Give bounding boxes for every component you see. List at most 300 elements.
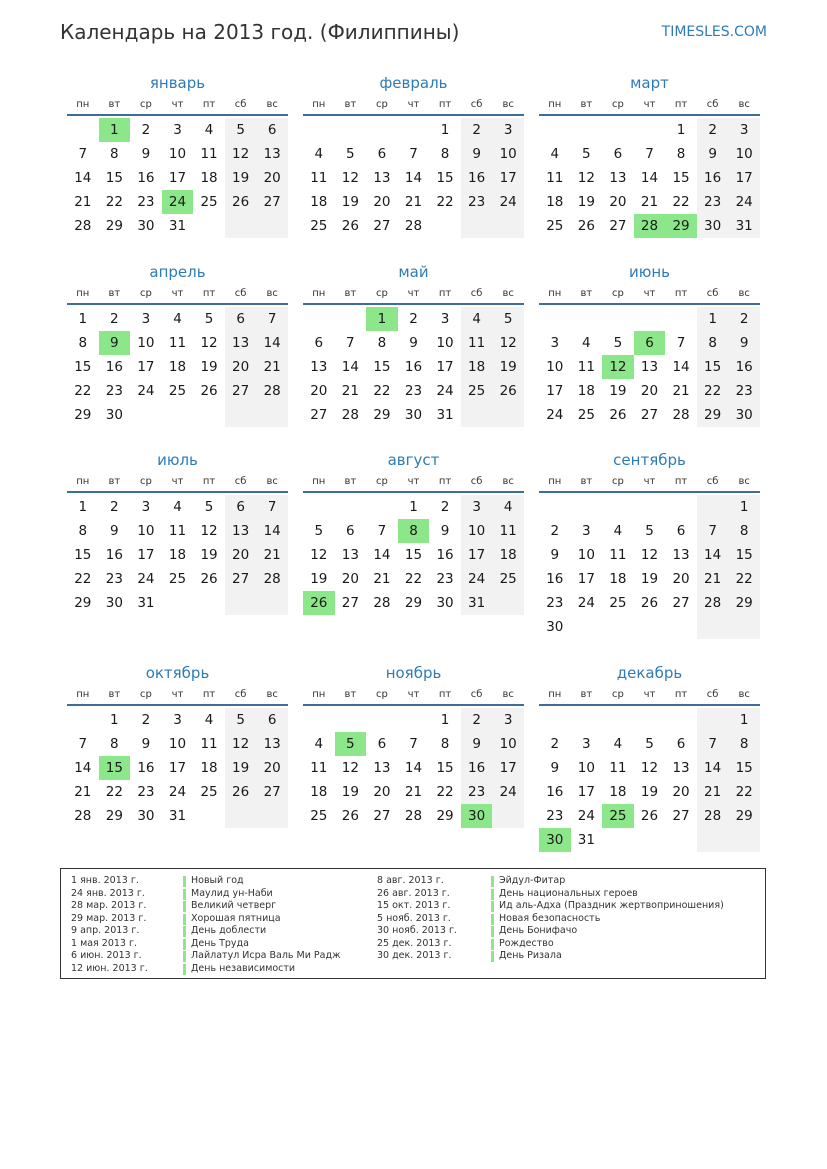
month-11 xyxy=(303,663,524,863)
weekday-label: ср xyxy=(611,288,624,299)
day-cell: 25 xyxy=(468,383,486,399)
day-cell: 11 xyxy=(609,760,627,776)
holiday-day-cell: 26 xyxy=(303,591,335,615)
day-cell: 29 xyxy=(74,595,92,611)
day-cell: 2 xyxy=(110,499,119,515)
day-cell: 22 xyxy=(672,194,690,210)
weekday-label: сб xyxy=(234,288,247,299)
weekday-label: пн xyxy=(312,689,326,700)
day-cell: 19 xyxy=(200,547,218,563)
day-cell: 3 xyxy=(550,335,560,351)
month-9 xyxy=(539,450,760,650)
holiday-day-cell: 30 xyxy=(539,828,571,852)
day-cell: 2 xyxy=(141,122,151,138)
day-cell: 25 xyxy=(168,571,187,587)
day-cell: 8 xyxy=(739,736,749,752)
month-6 xyxy=(539,262,760,462)
day-cell: 26 xyxy=(499,383,517,399)
legend-holiday-name: День национальных героев xyxy=(499,887,638,899)
legend-holiday-name: Новый год xyxy=(191,875,244,886)
day-cell: 15 xyxy=(672,170,690,186)
day-cell: 18 xyxy=(200,170,218,186)
day-cell: 9 xyxy=(141,146,151,162)
day-cell: 14 xyxy=(404,760,423,776)
day-cell: 14 xyxy=(263,523,281,539)
day-cell: 7 xyxy=(377,523,387,539)
day-cell: 31 xyxy=(168,808,187,824)
day-cell: 22 xyxy=(105,784,123,800)
day-cell: 31 xyxy=(168,218,187,234)
day-cell: 15 xyxy=(373,359,391,375)
weekday-label: вт xyxy=(580,689,593,700)
weekday-label: ср xyxy=(139,99,152,110)
weekday-label: пн xyxy=(548,689,562,700)
day-cell: 14 xyxy=(373,547,391,563)
day-cell: 10 xyxy=(577,547,595,563)
legend-date: 9 апр. 2013 г. xyxy=(71,925,140,936)
day-cell: 21 xyxy=(672,383,690,399)
day-cell: 14 xyxy=(74,170,92,186)
day-cell: 16 xyxy=(404,359,423,375)
day-cell: 17 xyxy=(577,784,595,800)
weekday-label: вт xyxy=(344,689,357,700)
weekday-label: вс xyxy=(266,288,278,299)
weekday-label: пт xyxy=(438,288,452,299)
header-rule xyxy=(303,491,524,493)
day-cell: 21 xyxy=(74,784,92,800)
day-cell: 18 xyxy=(577,383,595,399)
day-cell: 27 xyxy=(263,194,281,210)
legend-holiday-name: Эйдул-Фитар xyxy=(499,875,566,886)
weekday-label: ср xyxy=(375,689,388,700)
day-cell: 10 xyxy=(137,335,155,351)
day-cell: 22 xyxy=(105,194,123,210)
day-cell: 15 xyxy=(105,170,123,186)
day-cell: 13 xyxy=(373,760,391,776)
month-name: июль xyxy=(157,451,198,469)
legend-date: 30 дек. 2013 г. xyxy=(377,950,452,961)
weekday-label: чт xyxy=(171,99,184,110)
day-cell: 31 xyxy=(735,218,753,234)
day-cell: 17 xyxy=(468,547,486,563)
day-cell: 11 xyxy=(577,359,595,375)
weekday-label: сб xyxy=(706,288,719,299)
day-cell: 6 xyxy=(676,523,686,539)
day-cell: 23 xyxy=(735,383,753,399)
day-cell: 23 xyxy=(546,595,564,611)
day-cell: 7 xyxy=(645,146,654,162)
day-cell: 4 xyxy=(613,736,623,752)
weekday-label: вс xyxy=(738,288,750,299)
day-cell: 17 xyxy=(499,760,517,776)
legend-holiday-name: День независимости xyxy=(191,962,296,974)
day-cell: 26 xyxy=(200,571,218,587)
month-4 xyxy=(67,262,288,462)
weekday-label: пт xyxy=(438,689,452,700)
weekday-label: ср xyxy=(611,689,624,700)
weekday-label: вс xyxy=(502,99,514,110)
day-cell: 28 xyxy=(373,595,391,611)
day-cell: 17 xyxy=(577,571,595,587)
weekday-label: пн xyxy=(76,99,90,110)
day-cell: 12 xyxy=(232,146,250,162)
day-cell: 1 xyxy=(440,712,450,728)
day-cell: 23 xyxy=(468,784,486,800)
header-rule xyxy=(303,114,524,116)
day-cell: 1 xyxy=(78,499,88,515)
day-cell: 27 xyxy=(373,218,391,234)
weekday-label: вс xyxy=(738,476,750,487)
brand-link[interactable]: TIMESLES.COM xyxy=(661,24,767,40)
day-cell: 5 xyxy=(236,712,245,728)
day-cell: 31 xyxy=(436,407,454,423)
day-cell: 9 xyxy=(472,736,481,752)
day-cell: 16 xyxy=(137,170,155,186)
month-name: апрель xyxy=(149,263,206,281)
legend-holiday-name: День Бонифачо xyxy=(499,925,578,936)
weekday-label: ср xyxy=(139,476,152,487)
weekday-label: пт xyxy=(674,689,688,700)
day-cell: 26 xyxy=(341,218,359,234)
weekday-label: сб xyxy=(706,476,719,487)
weekday-label: пн xyxy=(312,288,326,299)
month-name: май xyxy=(398,263,429,281)
day-cell: 2 xyxy=(409,311,418,327)
day-cell: 21 xyxy=(263,547,281,563)
day-cell: 13 xyxy=(263,736,281,752)
day-cell: 27 xyxy=(232,571,250,587)
day-cell: 8 xyxy=(110,736,119,752)
legend-holiday-name: Лайлатул Исра Валь Ми Радж xyxy=(191,950,341,961)
weekday-label: чт xyxy=(171,689,184,700)
day-cell: 4 xyxy=(204,122,214,138)
legend-date: 1 мая 2013 г. xyxy=(71,937,137,949)
day-cell: 25 xyxy=(310,218,328,234)
day-cell: 5 xyxy=(503,311,513,327)
legend-holiday-name: Хорошая пятница xyxy=(191,912,281,924)
day-cell: 10 xyxy=(168,146,187,162)
day-cell: 20 xyxy=(263,760,281,776)
day-cell: 9 xyxy=(739,335,749,351)
day-cell: 12 xyxy=(341,760,359,776)
day-cell: 30 xyxy=(137,218,155,234)
day-cell: 17 xyxy=(168,760,187,776)
header-rule xyxy=(67,491,288,493)
day-cell: 10 xyxy=(468,523,486,539)
month-2 xyxy=(303,73,524,273)
legend-color-swatch xyxy=(491,876,494,887)
day-cell: 11 xyxy=(310,760,328,776)
day-cell: 16 xyxy=(468,760,486,776)
day-cell: 5 xyxy=(645,736,654,752)
page-title: Календарь на 2013 год. (Филиппины) xyxy=(60,20,460,44)
day-cell: 25 xyxy=(577,407,595,423)
day-cell: 21 xyxy=(404,784,423,800)
weekday-label: пт xyxy=(202,689,216,700)
day-cell: 28 xyxy=(672,407,690,423)
day-cell: 22 xyxy=(436,194,454,210)
month-7 xyxy=(67,450,288,650)
legend-date: 28 мар. 2013 г. xyxy=(71,900,147,911)
day-cell: 27 xyxy=(672,808,690,824)
holiday-day-cell: 8 xyxy=(398,519,430,543)
holiday-day-cell: 5 xyxy=(335,732,367,756)
day-cell: 2 xyxy=(440,499,450,515)
day-cell: 24 xyxy=(546,407,564,423)
day-cell: 20 xyxy=(373,784,391,800)
day-cell: 2 xyxy=(472,122,481,138)
day-cell: 30 xyxy=(105,595,123,611)
weekday-label: чт xyxy=(407,99,420,110)
legend-date: 29 мар. 2013 г. xyxy=(71,912,147,924)
day-cell: 9 xyxy=(110,523,119,539)
day-cell: 4 xyxy=(613,523,623,539)
day-cell: 24 xyxy=(168,784,187,800)
weekday-label: ср xyxy=(375,476,388,487)
day-cell: 19 xyxy=(341,784,359,800)
month-name: декабрь xyxy=(616,664,683,682)
day-cell: 24 xyxy=(436,383,454,399)
day-cell: 14 xyxy=(704,547,722,563)
day-cell: 15 xyxy=(74,547,92,563)
month-1 xyxy=(67,73,288,273)
day-cell: 30 xyxy=(735,407,753,423)
day-cell: 16 xyxy=(546,784,564,800)
day-cell: 22 xyxy=(436,784,454,800)
day-cell: 21 xyxy=(373,571,391,587)
weekday-label: вт xyxy=(108,689,121,700)
day-cell: 27 xyxy=(310,407,328,423)
day-cell: 10 xyxy=(168,736,187,752)
day-cell: 21 xyxy=(74,194,92,210)
day-cell: 19 xyxy=(577,194,595,210)
day-cell: 29 xyxy=(105,218,123,234)
day-cell: 9 xyxy=(550,760,560,776)
weekday-label: пн xyxy=(312,99,326,110)
day-cell: 18 xyxy=(546,194,564,210)
day-cell: 7 xyxy=(346,335,355,351)
day-cell: 20 xyxy=(609,194,627,210)
weekday-label: сб xyxy=(470,689,483,700)
day-cell: 13 xyxy=(263,146,281,162)
weekday-label: вт xyxy=(108,99,121,110)
day-cell: 23 xyxy=(105,383,123,399)
weekday-label: пн xyxy=(312,476,326,487)
month-name: январь xyxy=(149,74,206,92)
day-cell: 11 xyxy=(310,170,328,186)
day-cell: 23 xyxy=(105,571,123,587)
weekday-label: пн xyxy=(76,476,90,487)
day-cell: 13 xyxy=(373,170,391,186)
weekday-label: сб xyxy=(234,476,247,487)
day-cell: 18 xyxy=(310,784,328,800)
day-cell: 6 xyxy=(346,523,355,539)
day-cell: 25 xyxy=(200,784,218,800)
day-cell: 17 xyxy=(499,170,517,186)
day-cell: 11 xyxy=(168,335,187,351)
day-cell: 25 xyxy=(609,595,627,611)
legend-color-swatch xyxy=(183,901,186,912)
day-cell: 22 xyxy=(74,383,92,399)
day-cell: 31 xyxy=(468,595,486,611)
weekday-label: ср xyxy=(611,476,624,487)
day-cell: 13 xyxy=(672,547,690,563)
day-cell: 6 xyxy=(377,146,387,162)
day-cell: 6 xyxy=(613,146,623,162)
day-cell: 2 xyxy=(708,122,717,138)
day-cell: 10 xyxy=(735,146,753,162)
day-cell: 18 xyxy=(168,359,187,375)
day-cell: 27 xyxy=(263,784,281,800)
weekday-label: вт xyxy=(580,99,593,110)
day-cell: 20 xyxy=(373,194,391,210)
day-cell: 12 xyxy=(200,335,218,351)
day-cell: 14 xyxy=(404,170,423,186)
day-cell: 23 xyxy=(137,784,155,800)
day-cell: 5 xyxy=(204,499,214,515)
day-cell: 3 xyxy=(739,122,749,138)
day-cell: 13 xyxy=(609,170,627,186)
day-cell: 22 xyxy=(704,383,722,399)
day-cell: 1 xyxy=(739,499,749,515)
weekday-label: вс xyxy=(738,99,750,110)
month-10 xyxy=(67,663,288,863)
day-cell: 8 xyxy=(78,523,88,539)
day-cell: 29 xyxy=(74,407,92,423)
weekday-label: сб xyxy=(470,288,483,299)
day-cell: 26 xyxy=(640,808,659,824)
day-cell: 3 xyxy=(503,712,513,728)
weekday-label: пт xyxy=(674,288,688,299)
day-cell: 4 xyxy=(173,499,182,515)
day-cell: 7 xyxy=(708,736,717,752)
day-cell: 9 xyxy=(708,146,717,162)
day-cell: 6 xyxy=(377,736,387,752)
day-cell: 4 xyxy=(173,311,182,327)
day-cell: 15 xyxy=(436,760,454,776)
weekday-label: вс xyxy=(266,689,278,700)
header-rule xyxy=(539,704,760,706)
day-cell: 25 xyxy=(200,194,218,210)
holiday-day-cell: 12 xyxy=(602,355,634,379)
legend-color-swatch xyxy=(183,939,186,950)
legend-date: 25 дек. 2013 г. xyxy=(377,937,452,949)
weekday-label: ср xyxy=(139,288,152,299)
day-cell: 21 xyxy=(704,571,722,587)
weekday-label: сб xyxy=(470,476,483,487)
day-cell: 24 xyxy=(468,571,486,587)
month-name: ноябрь xyxy=(385,664,442,682)
day-cell: 18 xyxy=(499,547,517,563)
day-cell: 18 xyxy=(168,547,187,563)
weekday-label: вс xyxy=(266,99,278,110)
legend-color-swatch xyxy=(491,901,494,912)
day-cell: 14 xyxy=(672,359,690,375)
day-cell: 28 xyxy=(704,595,722,611)
day-cell: 6 xyxy=(267,712,277,728)
day-cell: 11 xyxy=(468,335,486,351)
day-cell: 8 xyxy=(78,335,88,351)
weekday-label: пт xyxy=(438,476,452,487)
legend-date: 30 нояб. 2013 г. xyxy=(377,925,457,936)
day-cell: 16 xyxy=(105,547,123,563)
day-cell: 22 xyxy=(373,383,391,399)
day-cell: 5 xyxy=(645,523,654,539)
day-cell: 28 xyxy=(74,808,92,824)
weekday-label: пт xyxy=(674,99,688,110)
day-cell: 14 xyxy=(640,170,659,186)
day-cell: 9 xyxy=(141,736,151,752)
weekday-label: чт xyxy=(643,288,656,299)
day-cell: 7 xyxy=(267,499,277,515)
weekday-label: ср xyxy=(139,689,152,700)
weekday-label: пн xyxy=(548,288,562,299)
legend-color-swatch xyxy=(183,926,186,937)
weekday-label: вс xyxy=(502,476,514,487)
day-cell: 31 xyxy=(577,832,595,848)
header-rule xyxy=(67,303,288,305)
holiday-day-cell: 6 xyxy=(634,331,666,355)
day-cell: 7 xyxy=(78,736,88,752)
weekday-label: пт xyxy=(202,476,216,487)
day-cell: 28 xyxy=(263,383,281,399)
header-rule xyxy=(67,114,288,116)
weekday-label: ср xyxy=(375,288,388,299)
day-cell: 3 xyxy=(141,499,151,515)
weekday-label: чт xyxy=(407,288,420,299)
day-cell: 8 xyxy=(676,146,686,162)
legend-date: 12 июн. 2013 г. xyxy=(71,962,148,974)
day-cell: 9 xyxy=(550,547,560,563)
day-cell: 5 xyxy=(346,146,355,162)
legend-date: 24 янв. 2013 г. xyxy=(71,887,145,899)
day-cell: 26 xyxy=(609,407,627,423)
day-cell: 6 xyxy=(236,311,245,327)
day-cell: 19 xyxy=(310,571,328,587)
legend-holiday-name: Ид аль-Адха (Праздник жертвоприношения) xyxy=(499,900,724,911)
weekday-label: чт xyxy=(643,99,656,110)
day-cell: 19 xyxy=(640,571,659,587)
day-cell: 13 xyxy=(232,335,250,351)
weekday-label: чт xyxy=(643,689,656,700)
weekday-label: вт xyxy=(108,288,121,299)
weekday-label: вс xyxy=(502,689,514,700)
day-cell: 29 xyxy=(404,595,423,611)
weekday-label: вт xyxy=(108,476,121,487)
day-cell: 15 xyxy=(74,359,92,375)
day-cell: 20 xyxy=(232,359,250,375)
day-cell: 18 xyxy=(609,784,627,800)
day-cell: 24 xyxy=(577,595,595,611)
day-cell: 16 xyxy=(105,359,123,375)
day-cell: 13 xyxy=(232,523,250,539)
day-cell: 10 xyxy=(137,523,155,539)
day-cell: 2 xyxy=(472,712,481,728)
day-cell: 1 xyxy=(110,712,119,728)
header-rule xyxy=(303,303,524,305)
legend-date: 6 июн. 2013 г. xyxy=(71,950,142,961)
day-cell: 13 xyxy=(672,760,690,776)
day-cell: 26 xyxy=(232,194,250,210)
day-cell: 30 xyxy=(704,218,722,234)
day-cell: 18 xyxy=(200,760,218,776)
day-cell: 27 xyxy=(609,218,627,234)
day-cell: 26 xyxy=(232,784,250,800)
month-12 xyxy=(539,663,760,863)
day-cell: 5 xyxy=(582,146,591,162)
day-cell: 3 xyxy=(440,311,450,327)
weekday-label: чт xyxy=(407,689,420,700)
